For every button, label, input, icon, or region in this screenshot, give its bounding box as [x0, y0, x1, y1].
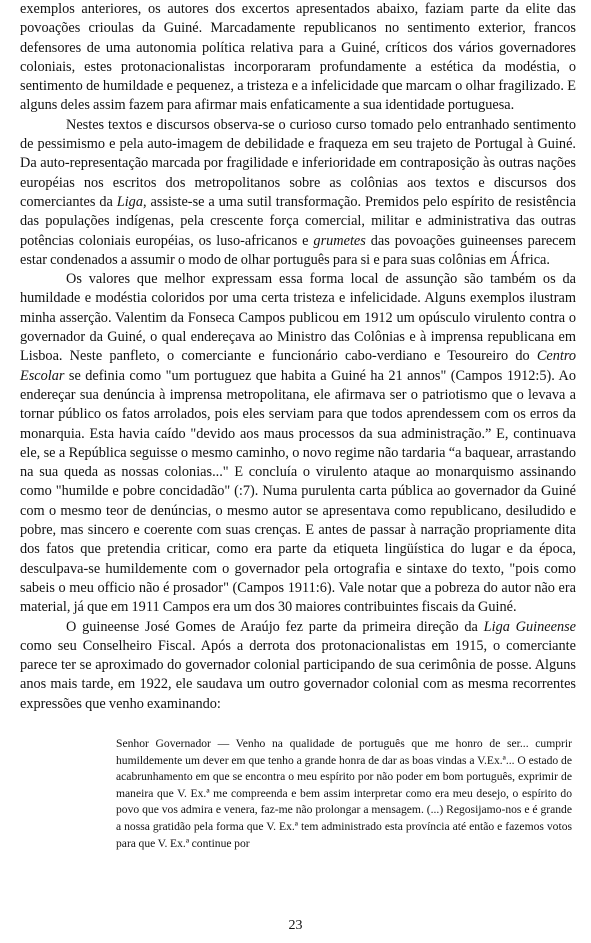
- paragraph-4: [20, 618, 576, 714]
- text-run: exemplos anteriores, os autores dos excertos apresentados abaixo, faziam parte da elite das povoações crioulas da Guiné. Marcadamente republicanos no sentimento exterior, francos defensores de uma autonomia política relativa para a Guiné, críticos dos vários governadores coloniais, estes protonacionalistas incorporaram profundamente a estética da modéstia, o sentimento de humildade e pequenez, a tristeza e a infelicidade que marcam o olhar fragilizado. E alguns deles assim fazem para afirmar mais enfaticamente a sua identidade portuguesa.: [20, 1, 576, 114]
- page-number: 23: [288, 918, 303, 933]
- text-run: , assiste-se a uma sutil transformação. Premidos pelo espírito de resistência das populações indígenas, pela crescente força comercial, militar e administrativa das outras potências coloniais européias, os luso-africanos e: [20, 193, 576, 249]
- document-page: [20, 0, 576, 852]
- paragraph-2: [20, 116, 576, 270]
- text-run: Os valores que melhor expressam essa forma local de assunção são também os da humildade e modéstia coloridos por uma certa tristeza e infelicidade. Alguns exemplos ilustram minha asserção. Valentim da Fonseca Campos publicou em 1912 um opúsculo virulento contra o governador da Guiné, o qual endereçava ao Ministro das Colônias e à imprensa republicana em Lisboa. Neste panfleto, o comerciante e funcionário cabo-verdiano e Tesoureiro do: [20, 271, 576, 365]
- italic-run: Liga Guineense: [483, 618, 576, 635]
- body-text: [20, 0, 576, 714]
- text-run: das povoações guineenses parecem estar condenados a assumir o modo de olhar português para si e para suas colônias em África.: [20, 232, 576, 268]
- paragraph-3: [20, 270, 576, 617]
- italic-run: grumetes: [313, 232, 366, 249]
- text-run: como seu Conselheiro Fiscal. Após a derrota dos protonacionalistas em 1915, o comerciante parece ter se aproximado do governador colonial participando de sua cerimônia de posse. Alguns anos mais tarde, em 1922, ele saudava um outro governador colonial com as mesma recorrentes expressões que venho examinando:: [20, 637, 576, 712]
- text-run: O guineense José Gomes de Araújo fez parte da primeira direção da: [66, 618, 484, 635]
- italic-run: Liga: [116, 193, 143, 210]
- text-run: Nestes textos e discursos observa-se o curioso curso tomado pelo entranhado sentimento de pessimismo e pela auto-imagem de debilidade e fraqueza em seu trajeto de Portugal à Guiné. Da auto-representação marcada por fragilidade e inferioridade em contraposição às outras nações européias nos escritos dos metropolitanos sobre as colônias aos textos e discursos dos comerciantes da: [20, 116, 576, 210]
- block-quote: Senhor Governador — Venho na qualidade de português que me honro de ser... cumprir humildemente um dever em que tenho a grande honra de dar as boas vindas a V.Ex.ª... O estado de acabrunhamento em que se encontra o meu espírito por não poder em bom português, exprimir de maneira que V. Ex.ª me compreenda e bem assim interpretar como era meu desejo, o espírito do povo que vos admira e venera, faz-me não prolongar a mensagem. (...) Regosijamo-nos e é grande a nossa gratidão pela forma que V. Ex.ª tem administrado esta província até então e fazemos votos para que V. Ex.ª continue por: [116, 736, 572, 850]
- italic-run: Centro Escolar: [20, 348, 576, 384]
- paragraph-1: [20, 0, 576, 116]
- text-run: se definia como "um portuguez que habita a Guiné ha 21 annos" (Campos 1912:5). Ao endereçar sua denúncia à imprensa metropolitana, ele afirmava ser o patriotismo que o levava a tornar público os fatos arrolados, pois eles serviam para que todos aprendessem com os erros da monarquia. Esta havia caído "devido aos maus processos da sua administração.” E, continuava ele, se a República seguisse o mesmo caminho, o novo regime não tardaria “a baquear, arrastando na sua queda as nossas colonias..." E concluía o virulento ataque ao monarquismo assinando como "humilde e pobre concidadão" (:7). Numa purulenta carta pública ao governador da Guiné com o mesmo teor de denúncias, o mesmo autor se apresentava como republicano, desiludido e pobre, mas sincero e coerente com suas crenças. E antes de passar à narração propriamente dita dos fatos que pretendia criticar, como era parte da etiqueta lingüística do lugar e da época, desculpava-se humildemente com o governador pela ortografia e sintaxe do texto, "pois como sabeis o meu officio não é prosador" (Campos 1911:6). Vale notar que a pobreza do autor não era material, já que em 1911 Campos era um dos 30 maiores contribuintes fiscais da Guiné.: [20, 367, 576, 616]
